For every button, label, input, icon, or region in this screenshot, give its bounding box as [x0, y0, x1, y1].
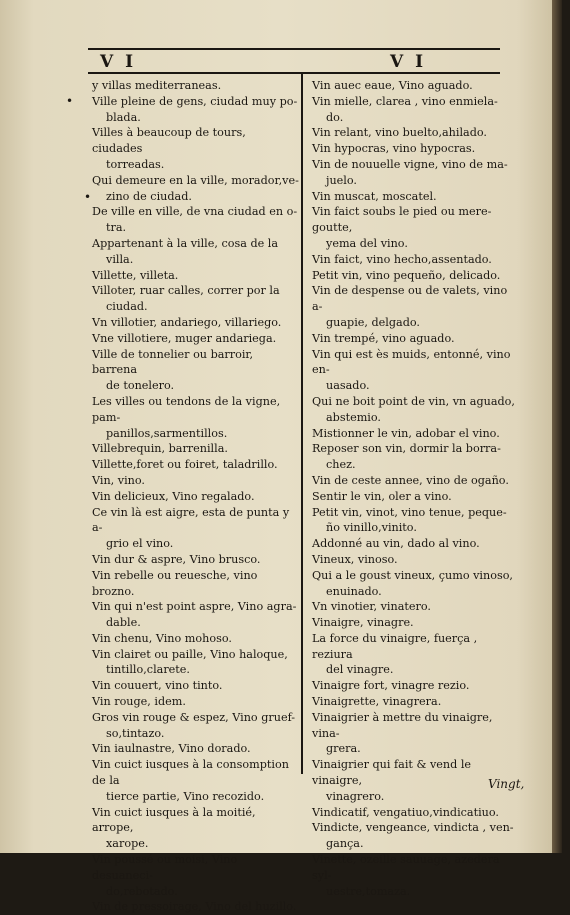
dictionary-line: Vinaigrier qui fait & vend le vinaigre,: [312, 758, 472, 788]
dictionary-line: Vinaigre, vinagre.: [312, 616, 414, 630]
dictionary-line: abstemio.: [326, 410, 381, 424]
dictionary-line: blada.: [106, 110, 141, 124]
dictionary-line: Vne villotiere, muger andariega.: [92, 331, 277, 345]
dictionary-line: y villas mediterraneas.: [92, 79, 222, 92]
dictionary-line: Vin muscat, moscatel.: [312, 189, 437, 203]
dictionary-line: gança.: [326, 837, 364, 851]
dictionary-line: uasado.: [326, 379, 370, 393]
dictionary-line: ño vinillo,vinito.: [326, 521, 417, 535]
dictionary-line: do.: [326, 110, 344, 124]
dictionary-line: Vin relant, vino buelto,ahilado.: [312, 126, 487, 140]
dictionary-line: De ville en ville, de vna ciudad en o-: [92, 205, 298, 219]
dictionary-line: uestre,tomaza.: [326, 884, 411, 898]
dictionary-line: Vinaigre fort, vinagre rezio.: [312, 679, 470, 693]
dictionary-line: del vinagre.: [326, 663, 394, 677]
dictionary-line: Vinaigrette, vinagrera.: [312, 695, 442, 709]
dictionary-line: Vin hypocras, vino hypocras.: [312, 142, 476, 156]
column-divider: [301, 74, 303, 774]
dictionary-line: enuinado.: [326, 584, 382, 598]
dictionary-line: tra.: [106, 221, 127, 235]
left-column: [92, 78, 299, 915]
dictionary-line: de tonelero.: [106, 379, 175, 393]
page-edge-shadow: [552, 0, 562, 853]
dictionary-line: Vinaigrier à mettre du vinaigre, vina-: [312, 710, 493, 740]
dictionary-line: Ville de tonnelier ou barroir, barrena: [92, 347, 254, 377]
dictionary-line: Les villes ou tendons de la vigne, pam-: [92, 394, 281, 424]
dictionary-line: Vin mielle, clarea , vino enmiela-: [312, 94, 498, 108]
dictionary-line: Vin rebelle ou reuesche, vino brozno.: [92, 568, 258, 598]
dictionary-line: Qui a le goust vineux, çumo vinoso,: [312, 568, 513, 582]
dictionary-line: Vin de nouuelle vigne, vino de ma-: [312, 157, 508, 171]
dictionary-line: so,tintazo.: [106, 726, 165, 740]
dictionary-line: Vin trempé, vino aguado.: [312, 331, 455, 345]
dictionary-line: Vin faict soubs le pied ou mere-goutte,: [312, 205, 492, 235]
dictionary-line: Mistionner le vin, adobar el vino.: [312, 426, 500, 440]
dictionary-line: Vin cuict iusques à la moitié, arrope,: [92, 805, 256, 835]
dictionary-line: Addonné au vin, dado al vino.: [312, 537, 480, 551]
dictionary-line: Appartenant à la ville, cosa de la: [92, 236, 279, 250]
top-rule: [88, 48, 500, 50]
header-rule: [88, 72, 500, 74]
dictionary-line: Vin chenu, Vino mohoso.: [92, 631, 232, 645]
dictionary-line: grio el vino.: [106, 537, 174, 551]
dictionary-line: Villoter, ruar calles, correr por la: [92, 284, 280, 298]
dictionary-line: Vin couuert, vino tinto.: [92, 679, 223, 693]
dictionary-line: Qui demeure en la ville, morador,ve-: [92, 173, 299, 187]
dictionary-line: do,rebotado.: [106, 884, 178, 898]
right-column: [312, 78, 516, 899]
dictionary-line: tierce partie, Vino recozido.: [106, 789, 265, 803]
dictionary-line: Vn vinotier, vinatero.: [312, 600, 431, 614]
dictionary-line: Vin, vino.: [92, 473, 145, 487]
dictionary-line: Petit vin, vinot, vino tenue, peque-: [312, 505, 507, 519]
dictionary-line: yema del vino.: [326, 236, 408, 250]
dictionary-line: Vin dur & aspre, Vino brusco.: [92, 552, 261, 566]
dictionary-line: Vin de pressoirage, Vino del huzillo.: [92, 900, 297, 914]
dictionary-line: xarope.: [106, 837, 149, 851]
dictionary-line: Villette, villeta.: [92, 268, 179, 282]
dictionary-line: chez.: [326, 458, 356, 472]
dictionary-line: juelo.: [326, 173, 357, 187]
header-right: V I: [390, 52, 427, 72]
running-header: [90, 52, 500, 72]
dictionary-line: Vn villotier, andariego, villariego.: [92, 315, 282, 329]
dictionary-line: torreadas.: [106, 157, 165, 171]
dictionary-line: Vinette, ozeille sauuage, azedera syl-: [312, 853, 500, 882]
dictionary-line: Vin clairet ou paille, Vino haloque,: [92, 647, 288, 661]
dictionary-line: Vin de despense ou de valets, vino a-: [312, 284, 508, 314]
header-left: V I: [100, 52, 137, 72]
dictionary-line: La force du vinaigre, fuerça , reziura: [312, 631, 478, 661]
dictionary-line: Qui ne boit point de vin, vn aguado,: [312, 394, 515, 408]
dictionary-line: Vin iaulnastre, Vino dorado.: [92, 742, 251, 756]
dictionary-line: Vin cuict iusques à la consomption de la: [92, 758, 289, 788]
dictionary-line: Vin delicieux, Vino regalado.: [92, 489, 255, 503]
dictionary-line: Petit vin, vino pequeño, delicado.: [312, 268, 501, 282]
dictionary-line: zino de ciudad.: [106, 189, 192, 203]
dictionary-line: Vindicatif, vengatiuo,vindicatiuo.: [312, 805, 499, 819]
dictionary-line: Gros vin rouge & espez, Vino gruef-: [92, 710, 296, 724]
dictionary-line: Vin qui n'est point aspre, Vino agra-: [92, 600, 297, 614]
dictionary-line: villa.: [106, 252, 134, 266]
dictionary-line: panillos,sarmentillos.: [106, 426, 228, 440]
dictionary-line: ciudad.: [106, 300, 148, 314]
dictionary-line: tintillo,clarete.: [106, 663, 190, 677]
dictionary-line: grera.: [326, 742, 361, 756]
dictionary-line: Vin de ceste annee, vino de ogaño.: [312, 473, 509, 487]
dictionary-line: Vin faict, vino hecho,assentado.: [312, 252, 492, 266]
dictionary-line: Vin poussé ou moisi, Vino desuaneci-: [92, 853, 238, 882]
dictionary-line: Vin auec eaue, Vino aguado.: [312, 79, 473, 92]
dictionary-line: guapie, delgado.: [326, 315, 420, 329]
dictionary-line: Villette,foret ou foiret, taladrillo.: [92, 458, 278, 472]
dictionary-line: Vindicte, vengeance, vindicta , ven-: [312, 821, 514, 835]
catchword: Vingt,: [488, 777, 525, 791]
dictionary-line: Reposer son vin, dormir la borra-: [312, 442, 501, 456]
dictionary-line: Ce vin là est aigre, esta de punta y a-: [92, 505, 290, 535]
dictionary-line: Sentir le vin, oler a vino.: [312, 489, 452, 503]
dictionary-line: Vineux, vinoso.: [312, 552, 398, 566]
dictionary-line: Vin rouge, idem.: [92, 695, 186, 709]
dictionary-line: Villebrequin, barrenilla.: [92, 442, 228, 456]
dictionary-line: Villes à beaucoup de tours, ciudades: [92, 126, 246, 156]
dictionary-line: Ville pleine de gens, ciudad muy po-: [92, 94, 298, 108]
dictionary-line: dable.: [106, 616, 141, 630]
margin-mark: •: [84, 190, 92, 204]
dictionary-line: vinagrero.: [326, 789, 385, 803]
margin-mark: •: [66, 94, 74, 108]
dictionary-line: Vin qui est ès muids, entonné, vino en-: [312, 347, 511, 377]
